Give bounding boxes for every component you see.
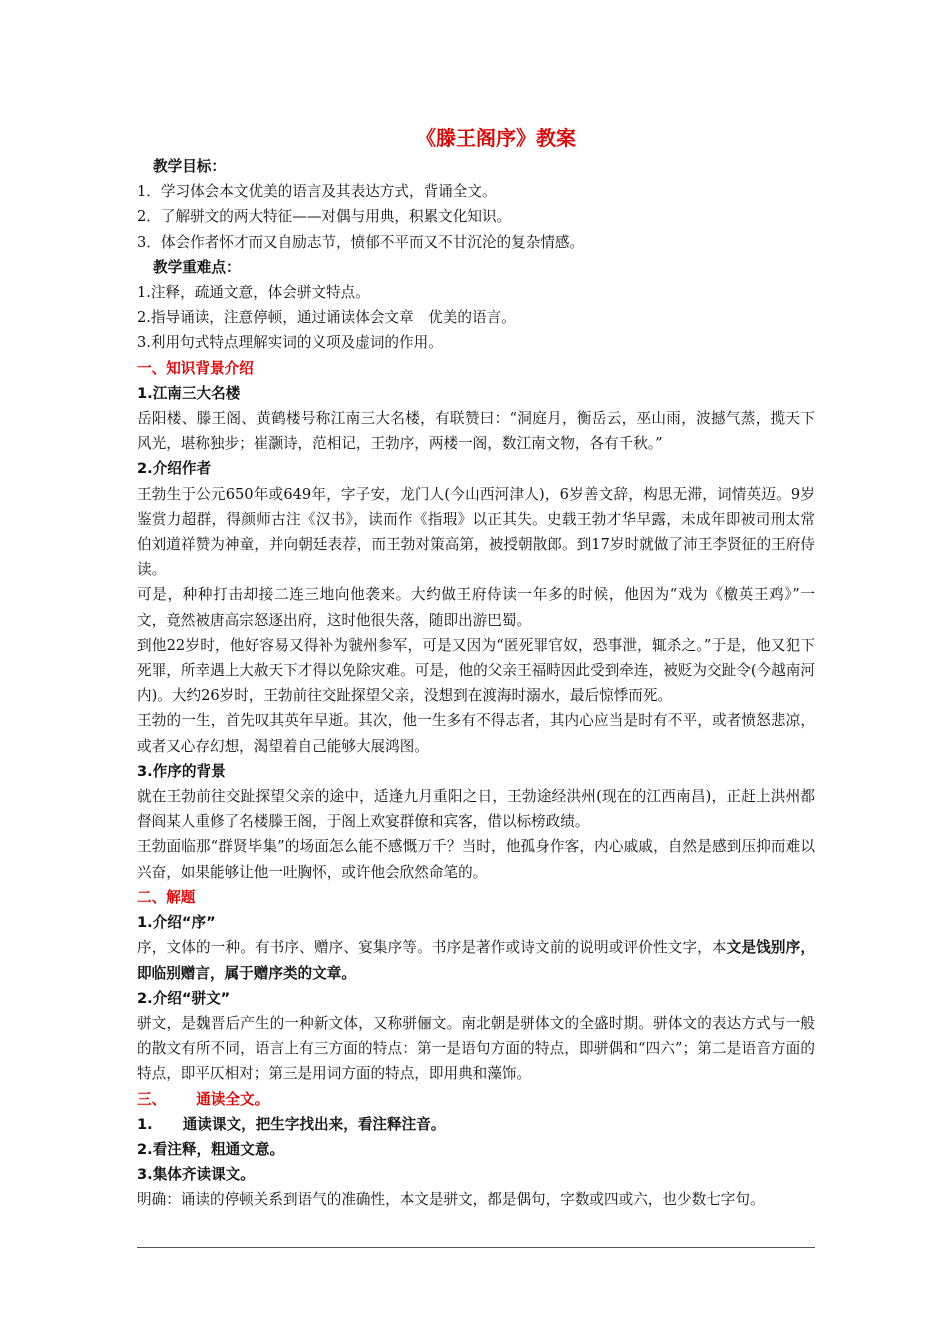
key-point-item: 1.注释，疏通文意，体会骈文特点。: [137, 284, 370, 302]
section3-title: 通读全文。: [196, 1090, 270, 1108]
pianwen-paragraph: 骈文，是魏晋后产生的一种新文体，又称骈俪文。南北朝是骈体文的全盛时期。骈体文的表达方式与一般的散文有所不同，语言上有三方面的特点：第一是语句方面的特点，即骈偶和“四六”；第二是语音方面的特点，即平仄相对；第三是用词方面的特点，即用典和藻饰。: [137, 1014, 815, 1083]
author-paragraph: 可是，种种打击却接二连三地向他袭来。大约做王府侍读一年多的时候，他因为“戏为《檄英王鸡》”一文，竟然被唐高宗怒逐出府，这时他很失落，随即出游巴蜀。: [137, 586, 815, 629]
key-points-heading: 教学重难点：: [153, 258, 241, 276]
reading-note: 明确：诵读的停顿关系到语气的准确性，本文是骈文，都是偶句，字数或四或六，也少数七字句。: [137, 1191, 765, 1209]
section3-number: 三、: [137, 1090, 167, 1108]
preface-text: 序，文体的一种。有书序、赠序、宴集序等。书序是著作或诗文前的说明或评价性文字，本: [137, 939, 727, 957]
read-step: [137, 1112, 815, 1137]
background-paragraph: 王勃面临那“群贤毕集”的场面怎么能不感慨万千？当时，他孤身作客，内心戚戚，自然是感到压抑而难以兴奋，如果能够让他一吐胸怀，或许他会欣然命笔的。: [137, 838, 815, 881]
key-point-item: 3.利用句式特点理解实词的义项及虚词的作用。: [137, 334, 443, 352]
goal-item: 2．了解骈文的两大特征——对偶与用典，积累文化知识。: [137, 208, 512, 226]
key-point-item: 2.指导诵读，注意停顿，通过诵读体会文章 优美的语言。: [137, 309, 516, 327]
section1-heading: 一、知识背景介绍: [137, 359, 254, 377]
section2-sub1-heading: 1.介绍“序”: [137, 914, 216, 932]
preface-paragraph: [137, 935, 815, 985]
section2-heading: 二、解题: [137, 888, 196, 906]
section1-sub3-heading: 3.作序的背景: [137, 762, 226, 780]
read-step-text: 通读课文，把生字找出来，看注释注音。: [182, 1115, 446, 1133]
author-paragraph: 王勃生于公元650年或649年，字子安，龙门人(今山西河津人)，6岁善文辞，构思无滞，词情英迈。9岁鉴赏力超群，得颜师古注《汉书》，读而作《指瑕》以正其失。史载王勃才华早露，未成年即被司刑太常伯刘道祥赞为神童，并向朝廷表荐，而王勃对策高第，被授朝散郎。到17岁时就做了沛王李贤征的王府侍读。: [137, 485, 815, 579]
section1-sub1-text: 岳阳楼、滕王阁、黄鹤楼号称江南三大名楼，有联赞曰：“洞庭月，衡岳云，巫山雨，波撼气蒸，揽天下风光，堪称独步；崔灏诗，范相记，王勃序，两楼一阁，数江南文物，各有千秋。”: [137, 410, 815, 453]
preface-emphasis: 文是饯别序，即临别赠言，属于赠序类的文章。: [137, 939, 815, 982]
page-title: 《滕王阁序》教案: [416, 126, 576, 150]
section3-heading: [137, 1087, 815, 1112]
section1-sub1-heading: 1.江南三大名楼: [137, 384, 241, 402]
section2-sub2-heading: 2.介绍“骈文”: [137, 989, 231, 1007]
footer-divider: [137, 1247, 815, 1248]
document-page: [137, 124, 815, 1213]
goal-item: 3．体会作者怀才而又自励志节，愤郁不平而又不甘沉沦的复杂情感。: [137, 233, 585, 251]
author-paragraph: 王勃的一生，首先叹其英年早逝。其次，他一生多有不得志者，其内心应当是时有不平，或者愤怒悲凉，或者又心存幻想，渴望着自己能够大展鸿图。: [137, 712, 815, 755]
section1-sub2-heading: 2.介绍作者: [137, 460, 212, 478]
read-step-number: 1.: [137, 1115, 153, 1133]
read-step: 3.集体齐读课文。: [137, 1166, 255, 1184]
goals-heading: 教学目标：: [153, 158, 226, 175]
read-step: 2.看注释，粗通文意。: [137, 1140, 285, 1158]
background-paragraph: 就在王勃前往交趾探望父亲的途中，适逢九月重阳之日，王勃途经洪州(现在的江西南昌)，正赶上洪州都督阎某人重修了名楼滕王阁，于阁上欢宴群僚和宾客，借以标榜政绩。: [137, 788, 815, 831]
author-paragraph: 到他22岁时，他好容易又得补为虢州参军，可是又因为“匿死罪官奴，恐事泄，辄杀之。”于是，他又犯下死罪，所幸遇上大赦天下才得以免除灾难。可是，他的父亲王福畤因此受到牵连，被贬为交趾令(今越南河内)。大约26岁时，王勃前往交趾探望父亲，没想到在渡海时溺水，最后惊悸而死。: [137, 636, 815, 705]
goal-item: 1．学习体会本文优美的语言及其表达方式，背诵全文。: [137, 183, 497, 201]
